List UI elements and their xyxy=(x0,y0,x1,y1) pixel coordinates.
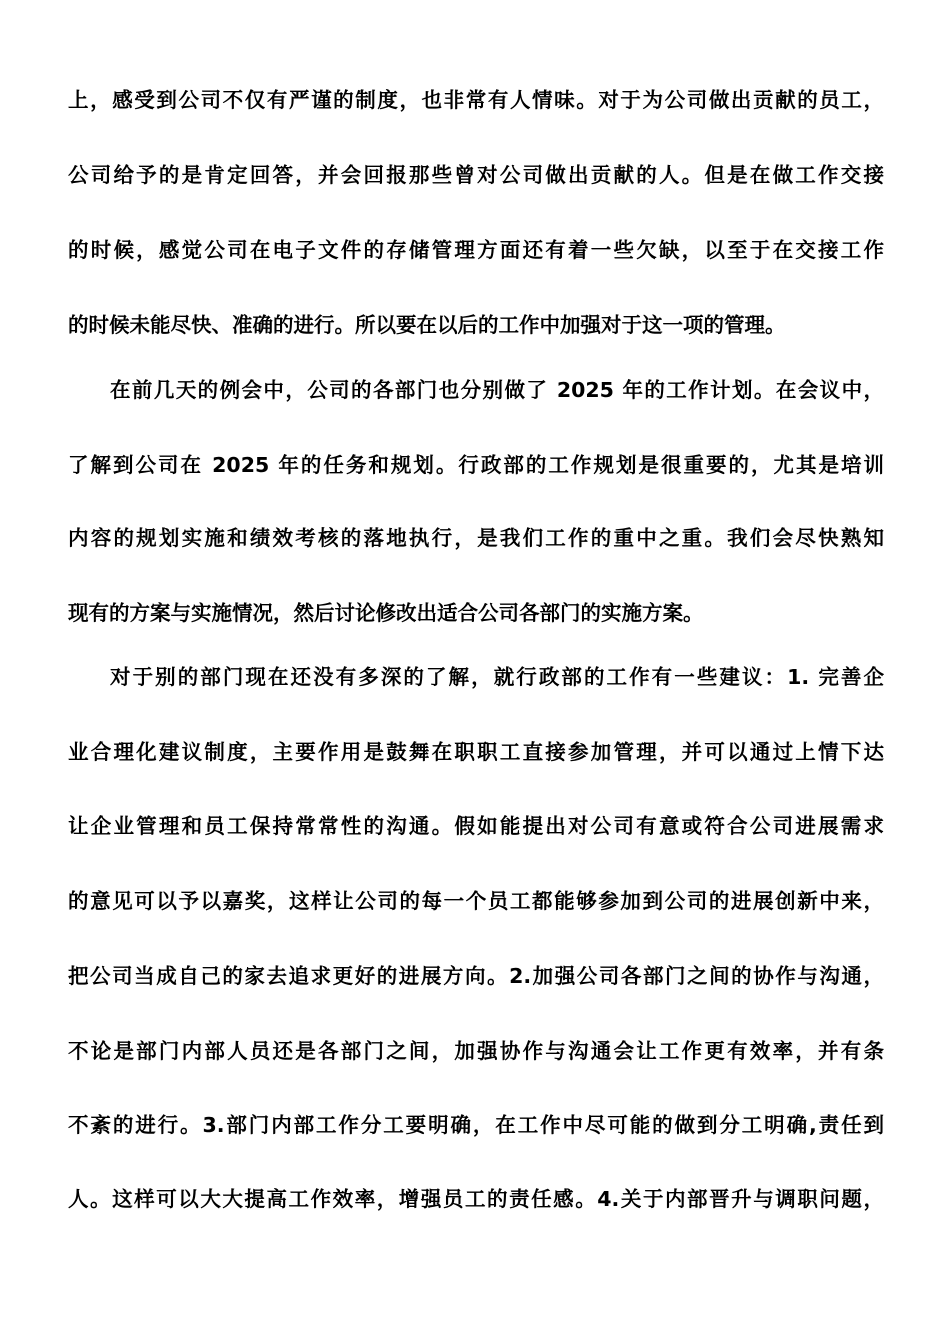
text-line: 内容的规划实施和绩效考核的落地执行，是我们工作的重中之重。我们会尽快熟知 xyxy=(68,526,884,550)
paragraph-first-line: 在前几天的例会中，公司的各部门也分别做了 2025 年的工作计划。在会议中， xyxy=(110,378,884,402)
text-line: 的时候，感觉公司在电子文件的存储管理方面还有着一些欠缺，以至于在交接工作 xyxy=(68,238,884,262)
text-line: 上，感受到公司不仅有严谨的制度，也非常有人情味。对于为公司做出贡献的员工， xyxy=(68,88,884,112)
text-line: 不论是部门内部人员还是各部门之间，加强协作与沟通会让工作更有效率，并有条 xyxy=(68,1039,884,1063)
text-line: 人。这样可以大大提高工作效率，增强员工的责任感。4.关于内部晋升与调职问题， xyxy=(68,1187,884,1211)
text-line: 把公司当成自己的家去追求更好的进展方向。2.加强公司各部门之间的协作与沟通， xyxy=(68,964,884,988)
text-line: 业合理化建议制度，主要作用是鼓舞在职职工直接参加管理，并可以通过上情下达 xyxy=(68,740,884,764)
text-line: 让企业管理和员工保持常常性的沟通。假如能提出对公司有意或符合公司进展需求 xyxy=(68,814,884,838)
text-line: 公司给予的是肯定回答，并会回报那些曾对公司做出贡献的人。但是在做工作交接 xyxy=(68,163,884,187)
text-line: 现有的方案与实施情况，然后讨论修改出适合公司各部门的实施方案。 xyxy=(68,601,704,625)
text-line: 的时候未能尽快、准确的进行。所以要在以后的工作中加强对于这一项的管理。 xyxy=(68,313,786,337)
text-line: 的意见可以予以嘉奖，这样让公司的每一个员工都能够参加到公司的进展创新中来， xyxy=(68,889,884,913)
text-line: 不紊的进行。3.部门内部工作分工要明确，在工作中尽可能的做到分工明确,责任到 xyxy=(68,1113,884,1137)
paragraph-first-line: 对于别的部门现在还没有多深的了解，就行政部的工作有一些建议：1. 完善企 xyxy=(110,665,884,689)
text-line: 了解到公司在 2025 年的任务和规划。行政部的工作规划是很重要的，尤其是培训 xyxy=(68,453,884,477)
